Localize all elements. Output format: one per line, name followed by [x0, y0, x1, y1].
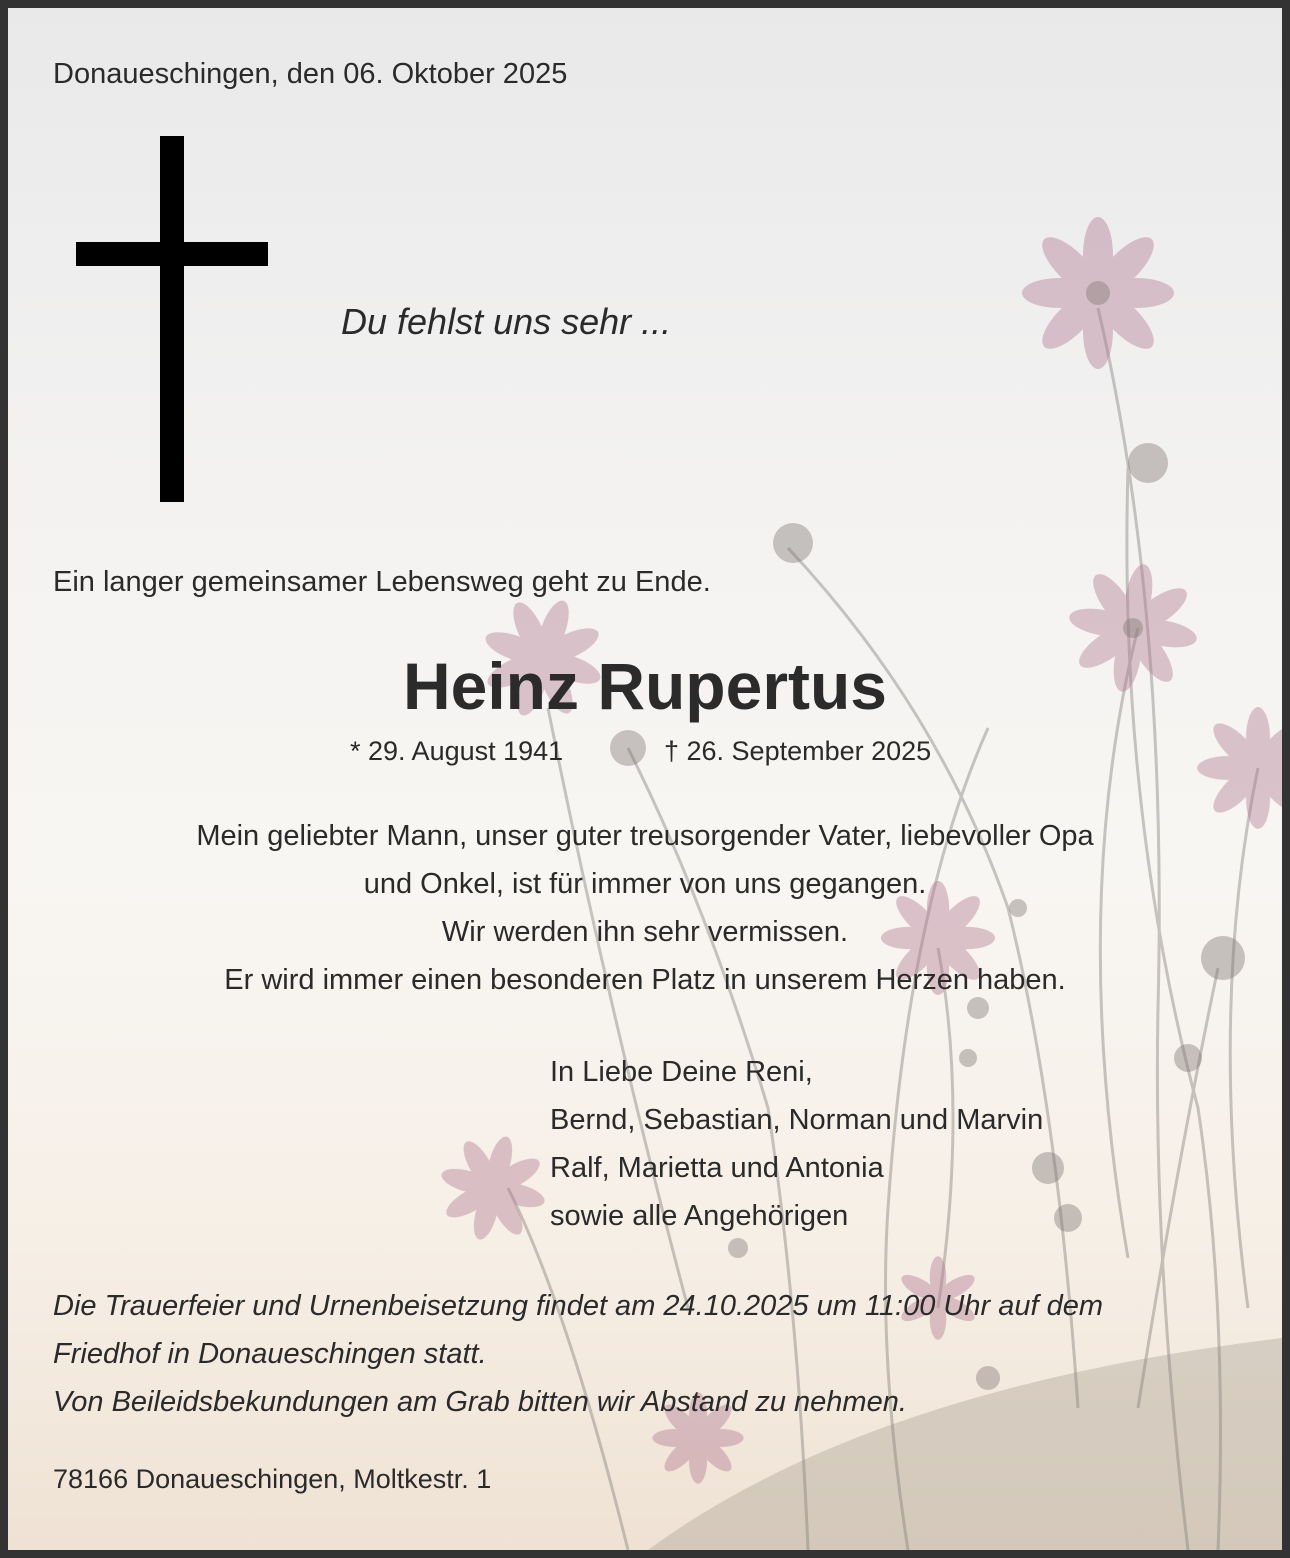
deceased-name: Heinz Rupertus: [402, 649, 888, 723]
signature-line: In Liebe Deine Reni,: [550, 1056, 813, 1088]
signature-line: Bernd, Sebastian, Norman und Marvin: [550, 1104, 1044, 1136]
funeral-notice: [53, 1282, 1103, 1426]
message-line: Mein geliebter Mann, unser guter treusorgender Vater, liebevoller Opa: [196, 820, 1094, 852]
signature-line: sowie alle Angehörigen: [550, 1200, 849, 1232]
intro-text: Ein langer gemeinsamer Lebensweg geht zu Ende.: [53, 566, 711, 598]
message-line: Er wird immer einen besonderen Platz in unserem Herzen haben.: [224, 964, 1066, 996]
notice-line: Die Trauerfeier und Urnenbeisetzung findet am 24.10.2025 um 11:00 Uhr auf dem: [53, 1290, 1103, 1322]
signature-line: Ralf, Marietta und Antonia: [550, 1152, 884, 1184]
notice-line: Friedhof in Donaueschingen statt.: [53, 1338, 487, 1370]
message-line: und Onkel, ist für immer von uns gegangen.: [363, 868, 927, 900]
address: 78166 Donaueschingen, Moltkestr. 1: [53, 1464, 492, 1494]
birth-date: * 29. August 1941: [350, 736, 564, 766]
place-date: Donaueschingen, den 06. Oktober 2025: [53, 58, 568, 90]
message-block: [8, 812, 1282, 1004]
cross-icon: [76, 136, 268, 502]
message-line: Wir werden ihn sehr vermissen.: [441, 916, 849, 948]
motto: Du fehlst uns sehr ...: [341, 301, 672, 342]
signature-block: [550, 1048, 1043, 1240]
notice-line: Von Beileidsbekundungen am Grab bitten wir Abstand zu nehmen.: [53, 1386, 907, 1418]
death-date: † 26. September 2025: [664, 736, 932, 766]
